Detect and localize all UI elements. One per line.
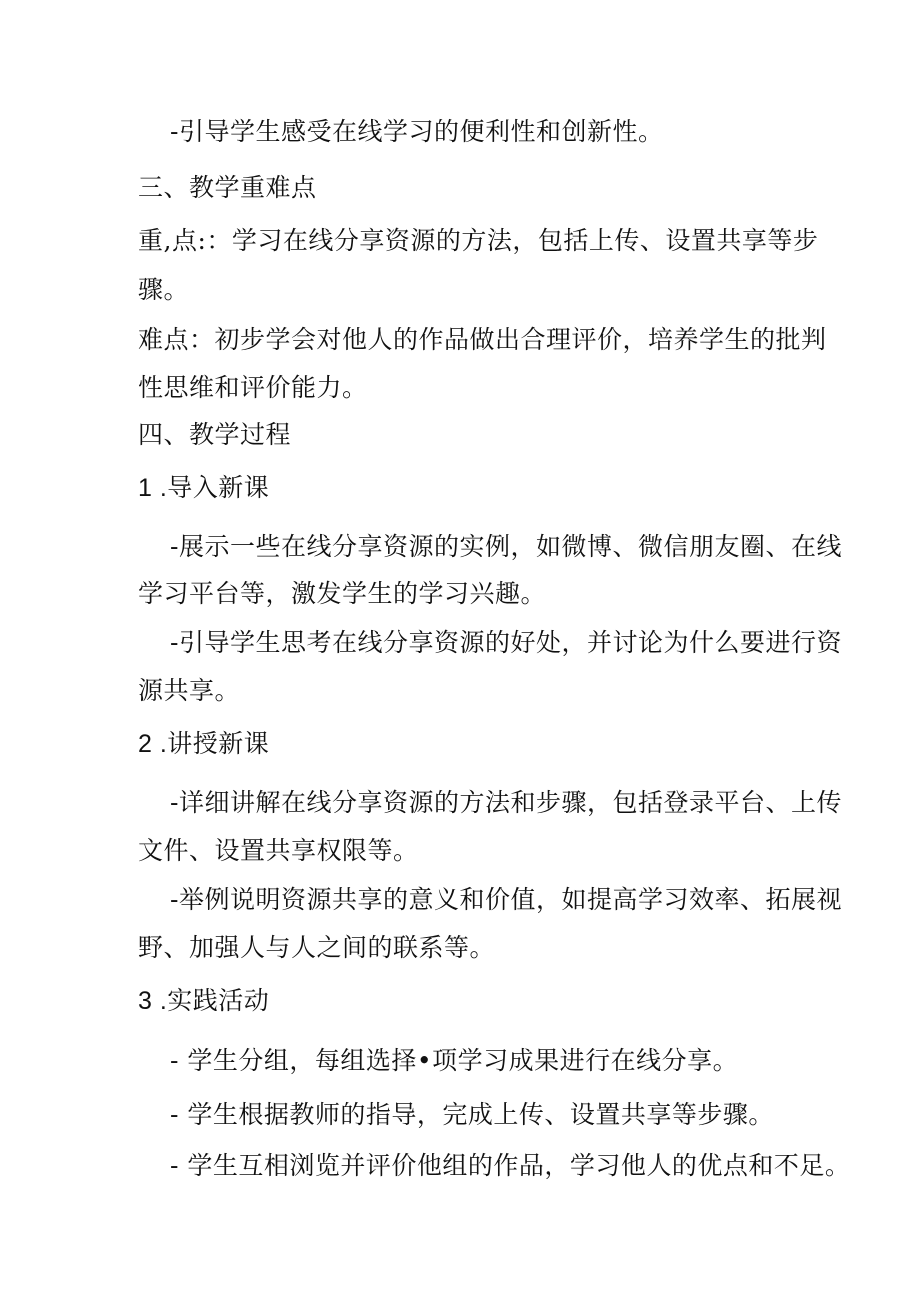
paragraph-line: 野、加强人与人之间的联系等。: [138, 933, 496, 962]
paragraph-line: 性思维和评价能力。: [138, 373, 368, 402]
paragraph-line: 重,点:：学习在线分享资源的方法，包括上传、设置共享等步: [138, 226, 819, 255]
paragraph-line: -举例说明资源共享的意义和价值，如提高学习效率、拓展视: [170, 885, 842, 914]
list-item: - 学生互相浏览并评价他组的作品，学习他人的优点和不足。: [170, 1151, 851, 1180]
section-heading: 四、教学过程: [138, 420, 292, 449]
paragraph-line: -引导学生思考在线分享资源的好处，并讨论为什么要进行资: [170, 628, 842, 657]
paragraph-line: 骤。: [138, 275, 190, 304]
paragraph-line: -展示一些在线分享资源的实例，如微博、微信朋友圈、在线: [170, 532, 842, 561]
paragraph-line: 难点：初步学会对他人的作品做出合理评价，培养学生的批判: [138, 325, 827, 354]
subsection-heading: 2 .讲授新课: [138, 730, 270, 758]
paragraph-line: -详细讲解在线分享资源的方法和步骤，包括登录平台、上传: [170, 788, 842, 817]
paragraph-line: -引导学生感受在线学习的便利性和创新性。: [170, 117, 664, 146]
paragraph-line: 学习平台等，激发学生的学习兴趣。: [138, 579, 547, 608]
list-item: - 学生根据教师的指导，完成上传、设置共享等步骤。: [170, 1100, 774, 1129]
subsection-heading: 1 .导入新课: [138, 474, 270, 502]
section-heading: 三、教学重难点: [138, 173, 317, 202]
paragraph-line: 文件、设置共享权限等。: [138, 836, 419, 865]
subsection-heading: 3 .实践活动: [138, 987, 270, 1015]
paragraph-line: 源共享。: [138, 676, 241, 705]
list-item: - 学生分组，每组选择•项学习成果进行在线分享。: [170, 1046, 739, 1075]
